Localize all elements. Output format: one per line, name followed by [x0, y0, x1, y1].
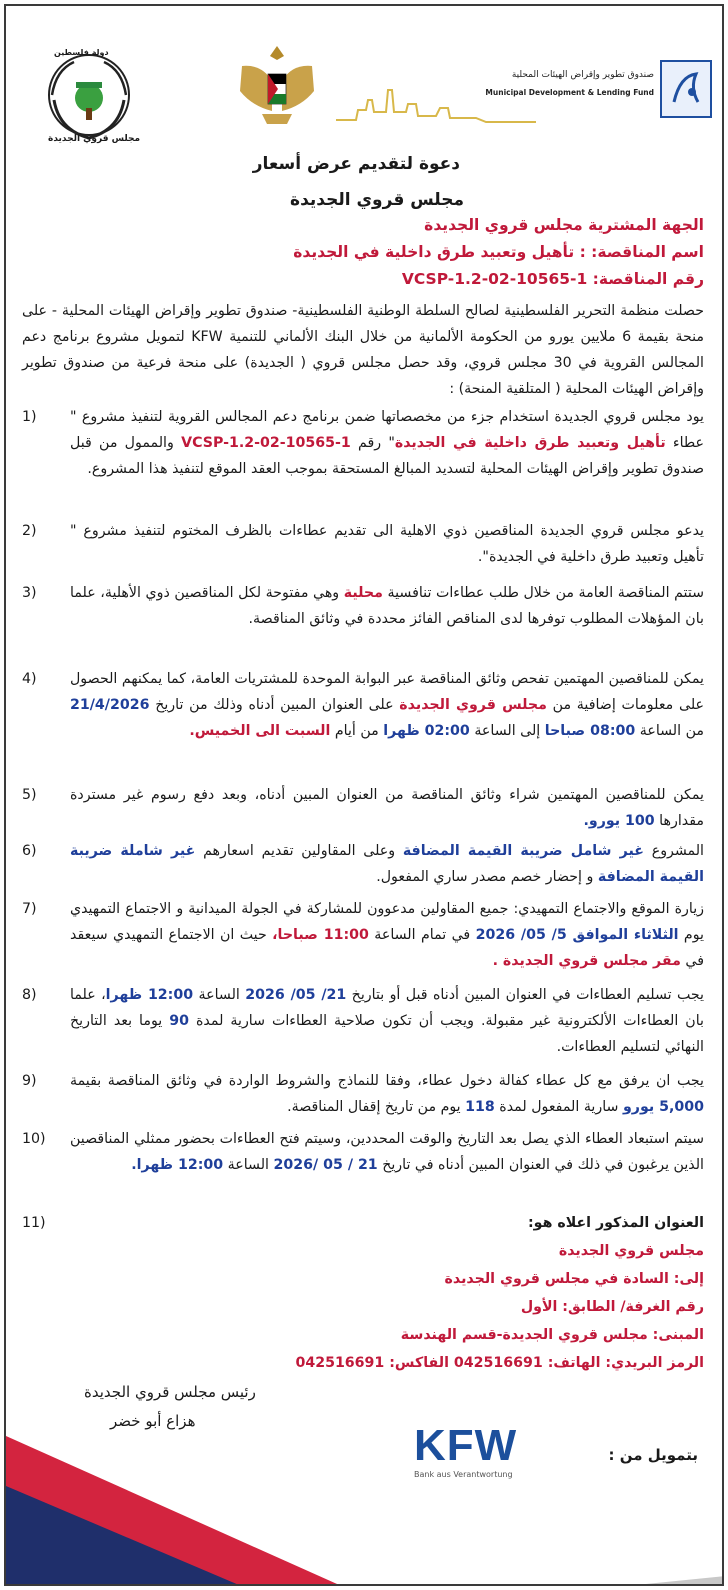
item-number: 8) [22, 987, 37, 1003]
item-number: 7) [22, 901, 37, 917]
list-item: 2) يدعو مجلس قروي الجديدة المناقصين ذوي الاهلية الى تقديم عطاءات بالظرف المختوم لتنفيذ مشروع " تأهيل وتعبيد طرق داخلية في الجديدة". [22, 518, 704, 570]
list-item: 1) يود مجلس قروي الجديدة استخدام جزء من مخصصاتها ضمن برنامج دعم المجالس القروية لتنفيذ مشروع " عطاء تأهيل وتعبيد طرق داخلية في الجديدة" رقم VCSP-1.2-02-10565-1 والممول من قبل صندوق تطوير وإقراض الهيئات المحلية لتسديد المبالغ المستحقة بموجب العقد الموقع لتنفيذ هذا المشروع. [22, 404, 704, 482]
kfw-wordmark: KFW [414, 1421, 518, 1470]
tree-emblem-icon [75, 84, 103, 112]
funding-label: بتمويل من : [608, 1446, 698, 1464]
address-line: رقم الغرفة/ الطابق: الأول [520, 1299, 704, 1315]
item-number: 3) [22, 585, 37, 601]
list-item: 6) المشروع غير شامل ضريبة القيمة المضافة وعلى المقاولين تقديم اسعارهم غير شاملة ضريبة القيمة المضافة و إحضار خصم مصدر ساري المفعول. [22, 838, 704, 890]
item-number: 1) [22, 409, 37, 425]
item-number: 5) [22, 787, 37, 803]
item-number: 10) [22, 1131, 46, 1147]
kfw-logo [414, 1421, 574, 1484]
list-item: 8) يجب تسليم العطاءات في العنوان المبين أدناه قبل أو بتاريخ 21/ 05/ 2026 الساعة 12:00 ظهرا، علما بان العطاءات الألكترونية غير مقبولة. ويجب أن تكون صلاحية العطاءات سارية لمدة 90 يوما بعد التاريخ النهائي لتسليم العطاءات. [22, 982, 704, 1060]
item-number: 9) [22, 1073, 37, 1089]
logo-council-name: مجلس قروي الجديدة [48, 134, 141, 144]
item-number: 2) [22, 523, 37, 539]
intro-paragraph: حصلت منظمة التحرير الفلسطينية لصالح السلطة الوطنية الفلسطينية- صندوق تطوير وإقراض الهيئات المحلية - على منحة بقيمة 6 ملايين يورو من الحكومة الألمانية من خلال البنك الألماني للتنمية KFW لتمويل مشروع برنامج دعم المجالس القروية في 30 مجلس قروي، وقد حصل مجلس قروي ( الجديدة) على منحة فرعية من صندوق تطوير وإقراض الهيئات المحلية ( المتلقية المنحة) : [22, 303, 704, 397]
call-title: دعوة لتقديم عرض أسعار [252, 154, 460, 174]
item-number: 11) [22, 1215, 46, 1231]
item-number: 6) [22, 843, 37, 859]
item-number: 4) [22, 671, 37, 687]
signature-name: هزاع أبو خضر [110, 1412, 196, 1430]
buyer-line: الجهة المشترية مجلس قروي الجديدة [424, 216, 704, 234]
kfw-tagline: Bank aus Verantwortung [414, 1470, 513, 1479]
address-line: مجلس قروي الجديدة [558, 1243, 704, 1259]
mdlf-icon [660, 60, 712, 118]
list-item: 9) يجب ان يرفق مع كل عطاء كفالة دخول عطاء، وفقا للنماذج والشروط الواردة في وثائق المناقصة بقيمة 5,000 يورو سارية المفعول لمدة 118 يوم من تاريخ إقفال المناقصة. [22, 1068, 704, 1120]
logo-line1: دولة فلسطين [54, 48, 109, 57]
fund-logo-english: Municipal Development & Lending Fund [485, 88, 654, 97]
list-item: 3) ستتم المناقصة العامة من خلال طلب عطاءات تنافسية محلية وهي مفتوحة لكل المناقصين ذوي الأهلية، علما بان المؤهلات المطلوب توفرها لدى المناقص الفائز محددة في وثائق المناقصة. [22, 580, 704, 632]
address-line: إلى: السادة في مجلس قروي الجديدة [444, 1271, 704, 1287]
address-line: المبنى: مجلس قروي الجديدة-قسم الهندسة [400, 1327, 704, 1343]
list-item: 7) زيارة الموقع والاجتماع التمهيدي: جميع المقاولين مدعوون للمشاركة في الجولة الميدانية و الاجتماع التمهيدي يوم الثلاثاء الموافق 5/ 05/ 2026 في تمام الساعة 11:00 صباحا، حيث ان الاجتماع التمهيدي سيعقد في مقر مجلس قروي الجديدة . [22, 896, 704, 974]
council-logo [34, 40, 144, 150]
fund-logo [485, 60, 712, 124]
eagle-emblem-icon [232, 36, 322, 136]
tender-number-line: رقم المناقصة: VCSP-1.2-02-10565-1 [401, 270, 704, 288]
announcement-page [4, 4, 724, 1586]
list-item: 5) يمكن للمناقصين المهتمين شراء وثائق المناقصة من العنوان المبين أدناه، وبعد دفع رسوم غير مستردة مقدارها 100 يورو. [22, 782, 704, 834]
list-item: 4) يمكن للمناقصين المهتمين تفحص وثائق المناقصة عبر البوابة الموحدة للمشتريات العامة، كما يمكنهم الحصول على معلومات إضافية من مجلس قروي الجديدة على العنوان المبين أدناه وذلك من تاريخ 21/4/2026 من الساعة 08:00 صباحا إلى الساعة 02:00 ظهرا من أيام السبت الى الخميس. [22, 666, 704, 744]
list-item: 10) سيتم استبعاد العطاء الذي يصل بعد التاريخ والوقت المحددين، وسيتم فتح العطاءات بحضور ممثلي المناقصين الذين يرغبون في ذلك في العنوان المبين أدناه في تاريخ 21 / 05 /2026 الساعة 12:00 ظهرا. [22, 1126, 704, 1178]
fund-logo-arabic: صندوق تطوير وإقراض الهيئات المحلية [511, 70, 654, 80]
list-item: 11) العنوان المذكور اعلاه هو: [22, 1210, 704, 1236]
skyline-graphic [336, 70, 536, 130]
council-title: مجلس قروي الجديدة [290, 190, 464, 210]
tender-name-line: اسم المناقصة: : تأهيل وتعبيد طرق داخلية في الجديدة [293, 243, 704, 261]
address-line: الرمز البريدي: الهاتف: 042516691 الفاكس: 042516691 [295, 1355, 704, 1371]
signature-title: رئيس مجلس قروي الجديدة [84, 1383, 256, 1401]
